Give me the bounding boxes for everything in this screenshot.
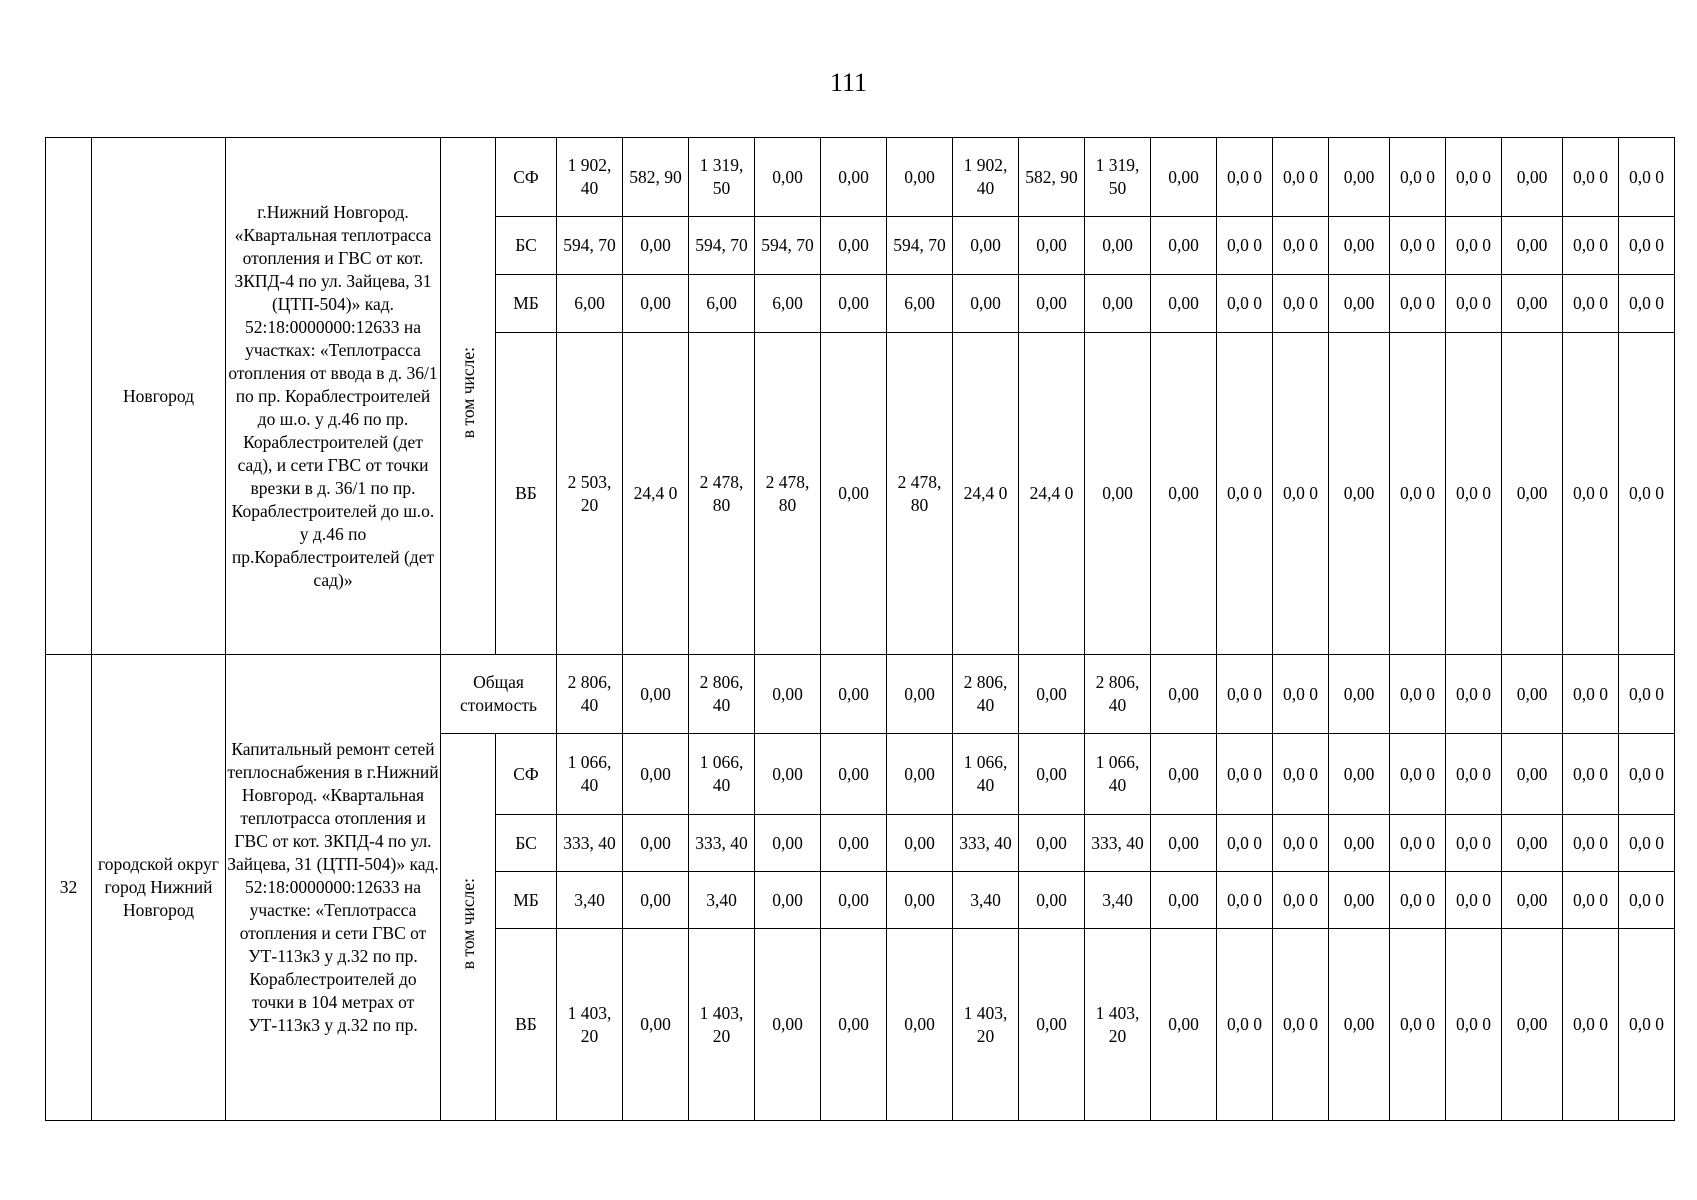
value-cell: 0,0 0 bbox=[1446, 333, 1502, 655]
value-cell: 0,00 bbox=[623, 655, 689, 734]
funding-source-label: ВБ bbox=[496, 929, 557, 1121]
value-cell: 0,0 0 bbox=[1619, 333, 1675, 655]
value-cell: 0,0 0 bbox=[1619, 138, 1675, 217]
value-cell: 0,00 bbox=[1502, 333, 1563, 655]
value-cell: 0,0 0 bbox=[1217, 872, 1273, 929]
funding-source-label: СФ bbox=[496, 138, 557, 217]
value-cell: 0,00 bbox=[755, 734, 821, 815]
table-row bbox=[46, 655, 1675, 734]
funding-source-label: БС bbox=[496, 217, 557, 275]
value-cell: 0,0 0 bbox=[1390, 734, 1446, 815]
value-cell: 0,00 bbox=[755, 929, 821, 1121]
value-cell: 0,00 bbox=[1019, 929, 1085, 1121]
value-cell: 594, 70 bbox=[689, 217, 755, 275]
row-number-cell: 32 bbox=[46, 655, 92, 1121]
value-cell: 0,0 0 bbox=[1563, 655, 1619, 734]
value-cell: 0,0 0 bbox=[1390, 217, 1446, 275]
funding-source-label: МБ bbox=[496, 275, 557, 333]
value-cell: 6,00 bbox=[689, 275, 755, 333]
value-cell: 0,00 bbox=[1329, 655, 1390, 734]
including-label: в том числе: bbox=[457, 347, 478, 439]
value-cell: 0,0 0 bbox=[1273, 275, 1329, 333]
value-cell: 594, 70 bbox=[755, 217, 821, 275]
value-cell: 0,00 bbox=[953, 275, 1019, 333]
value-cell: 1 319, 50 bbox=[1085, 138, 1151, 217]
value-cell: 0,00 bbox=[1151, 217, 1217, 275]
value-cell: 0,0 0 bbox=[1446, 734, 1502, 815]
value-cell: 0,0 0 bbox=[1619, 815, 1675, 872]
value-cell: 0,00 bbox=[887, 734, 953, 815]
value-cell: 0,00 bbox=[1329, 275, 1390, 333]
value-cell: 0,0 0 bbox=[1563, 815, 1619, 872]
value-cell: 2 478, 80 bbox=[755, 333, 821, 655]
value-cell: 0,00 bbox=[1151, 815, 1217, 872]
value-cell: 0,0 0 bbox=[1619, 275, 1675, 333]
value-cell: 0,00 bbox=[1019, 872, 1085, 929]
funding-source-label: МБ bbox=[496, 872, 557, 929]
value-cell: 1 066, 40 bbox=[953, 734, 1019, 815]
total-cost-label: Общая стоимость bbox=[441, 655, 557, 734]
value-cell: 1 403, 20 bbox=[953, 929, 1019, 1121]
value-cell: 0,0 0 bbox=[1273, 333, 1329, 655]
value-cell: 0,00 bbox=[1151, 734, 1217, 815]
value-cell: 0,00 bbox=[623, 217, 689, 275]
value-cell: 0,00 bbox=[623, 815, 689, 872]
value-cell: 0,0 0 bbox=[1217, 138, 1273, 217]
value-cell: 0,0 0 bbox=[1563, 734, 1619, 815]
value-cell: 0,00 bbox=[887, 655, 953, 734]
value-cell: 0,0 0 bbox=[1446, 929, 1502, 1121]
including-label: в том числе: bbox=[457, 878, 478, 970]
value-cell: 0,0 0 bbox=[1619, 734, 1675, 815]
value-cell: 0,00 bbox=[755, 138, 821, 217]
value-cell: 0,00 bbox=[755, 655, 821, 734]
value-cell: 0,00 bbox=[1085, 217, 1151, 275]
value-cell: 1 066, 40 bbox=[1085, 734, 1151, 815]
value-cell: 3,40 bbox=[557, 872, 623, 929]
value-cell: 0,00 bbox=[1329, 217, 1390, 275]
value-cell: 0,00 bbox=[1329, 734, 1390, 815]
value-cell: 0,0 0 bbox=[1273, 929, 1329, 1121]
value-cell: 0,00 bbox=[821, 655, 887, 734]
value-cell: 0,00 bbox=[1085, 275, 1151, 333]
value-cell: 0,00 bbox=[1502, 275, 1563, 333]
value-cell: 0,00 bbox=[821, 217, 887, 275]
value-cell: 0,00 bbox=[1502, 734, 1563, 815]
value-cell: 0,00 bbox=[1329, 929, 1390, 1121]
value-cell: 6,00 bbox=[557, 275, 623, 333]
value-cell: 1 066, 40 bbox=[557, 734, 623, 815]
value-cell: 3,40 bbox=[953, 872, 1019, 929]
municipality-cell: городской округ город Нижний Новгород bbox=[92, 655, 226, 1121]
value-cell: 0,0 0 bbox=[1217, 929, 1273, 1121]
value-cell: 333, 40 bbox=[1085, 815, 1151, 872]
table-row bbox=[46, 138, 1675, 217]
value-cell: 1 066, 40 bbox=[689, 734, 755, 815]
value-cell: 0,00 bbox=[755, 815, 821, 872]
value-cell: 0,0 0 bbox=[1563, 333, 1619, 655]
value-cell: 594, 70 bbox=[887, 217, 953, 275]
value-cell: 0,00 bbox=[1502, 655, 1563, 734]
value-cell: 2 478, 80 bbox=[887, 333, 953, 655]
vertical-label-cell bbox=[441, 138, 496, 655]
value-cell: 0,00 bbox=[821, 815, 887, 872]
value-cell: 0,0 0 bbox=[1273, 217, 1329, 275]
value-cell: 2 806, 40 bbox=[557, 655, 623, 734]
value-cell: 0,0 0 bbox=[1563, 929, 1619, 1121]
value-cell: 0,00 bbox=[1329, 815, 1390, 872]
value-cell: 1 902, 40 bbox=[953, 138, 1019, 217]
value-cell: 0,0 0 bbox=[1446, 815, 1502, 872]
value-cell: 0,0 0 bbox=[1273, 734, 1329, 815]
value-cell: 0,00 bbox=[623, 929, 689, 1121]
value-cell: 0,0 0 bbox=[1217, 275, 1273, 333]
value-cell: 594, 70 bbox=[557, 217, 623, 275]
value-cell: 1 902, 40 bbox=[557, 138, 623, 217]
value-cell: 1 319, 50 bbox=[689, 138, 755, 217]
value-cell: 0,00 bbox=[1019, 275, 1085, 333]
value-cell: 24,4 0 bbox=[623, 333, 689, 655]
vertical-label-cell bbox=[441, 734, 496, 1121]
value-cell: 0,00 bbox=[623, 872, 689, 929]
value-cell: 0,00 bbox=[1019, 217, 1085, 275]
value-cell: 0,00 bbox=[821, 275, 887, 333]
value-cell: 24,4 0 bbox=[1019, 333, 1085, 655]
value-cell: 0,00 bbox=[1151, 929, 1217, 1121]
funding-source-label: БС bbox=[496, 815, 557, 872]
value-cell: 0,00 bbox=[821, 333, 887, 655]
value-cell: 0,00 bbox=[1502, 929, 1563, 1121]
value-cell: 0,0 0 bbox=[1390, 138, 1446, 217]
municipality-cell: Новгород bbox=[92, 138, 226, 655]
value-cell: 6,00 bbox=[755, 275, 821, 333]
value-cell: 0,00 bbox=[1502, 217, 1563, 275]
value-cell: 0,0 0 bbox=[1446, 138, 1502, 217]
value-cell: 0,00 bbox=[1019, 655, 1085, 734]
value-cell: 0,00 bbox=[821, 734, 887, 815]
value-cell: 0,0 0 bbox=[1217, 333, 1273, 655]
value-cell: 2 478, 80 bbox=[689, 333, 755, 655]
value-cell: 6,00 bbox=[887, 275, 953, 333]
value-cell: 0,00 bbox=[1329, 138, 1390, 217]
value-cell: 1 403, 20 bbox=[1085, 929, 1151, 1121]
value-cell: 0,0 0 bbox=[1273, 872, 1329, 929]
value-cell: 0,00 bbox=[1502, 138, 1563, 217]
value-cell: 2 806, 40 bbox=[689, 655, 755, 734]
value-cell: 0,0 0 bbox=[1619, 217, 1675, 275]
value-cell: 0,00 bbox=[887, 929, 953, 1121]
value-cell: 0,00 bbox=[821, 872, 887, 929]
row-number-cell bbox=[46, 138, 92, 655]
funding-source-label: СФ bbox=[496, 734, 557, 815]
value-cell: 0,00 bbox=[1151, 655, 1217, 734]
value-cell: 0,00 bbox=[1019, 734, 1085, 815]
value-cell: 0,00 bbox=[1502, 872, 1563, 929]
value-cell: 582, 90 bbox=[623, 138, 689, 217]
value-cell: 0,00 bbox=[821, 138, 887, 217]
value-cell: 0,00 bbox=[1151, 275, 1217, 333]
value-cell: 333, 40 bbox=[689, 815, 755, 872]
value-cell: 0,0 0 bbox=[1446, 275, 1502, 333]
value-cell: 0,0 0 bbox=[1446, 217, 1502, 275]
value-cell: 582, 90 bbox=[1019, 138, 1085, 217]
value-cell: 0,00 bbox=[623, 275, 689, 333]
value-cell: 3,40 bbox=[689, 872, 755, 929]
description-cell: Капитальный ремонт сетей теплоснабжения в г.Нижний Новгород. «Квартальная теплотрасса отопления и ГВС от кот. ЗКПД-4 по ул. Зайцева, 31 (ЦТП-504)» кад. 52:18:0000000:12633 на участке: «Теплотрасса отопления и сети ГВС от УТ-113к3 у д.32 по пр. Кораблестроителей до точки в 104 метрах от УТ-113к3 у д.32 по пр. bbox=[226, 655, 441, 1121]
value-cell: 0,00 bbox=[1329, 333, 1390, 655]
value-cell: 0,00 bbox=[887, 872, 953, 929]
value-cell: 0,0 0 bbox=[1390, 815, 1446, 872]
value-cell: 2 806, 40 bbox=[953, 655, 1019, 734]
value-cell: 0,00 bbox=[1019, 815, 1085, 872]
value-cell: 0,0 0 bbox=[1217, 217, 1273, 275]
value-cell: 0,0 0 bbox=[1563, 872, 1619, 929]
page-number: 111 bbox=[829, 68, 868, 97]
value-cell: 0,0 0 bbox=[1273, 655, 1329, 734]
value-cell: 1 403, 20 bbox=[557, 929, 623, 1121]
value-cell: 333, 40 bbox=[953, 815, 1019, 872]
value-cell: 0,0 0 bbox=[1217, 815, 1273, 872]
value-cell: 0,0 0 bbox=[1390, 929, 1446, 1121]
value-cell: 0,0 0 bbox=[1619, 929, 1675, 1121]
value-cell: 3,40 bbox=[1085, 872, 1151, 929]
description-cell: г.Нижний Новгород. «Квартальная теплотрасса отопления и ГВС от кот. ЗКПД-4 по ул. Зайцева, 31 (ЦТП-504)» кад. 52:18:0000000:12633 на участках: «Теплотрасса отопления от ввода в д. 36/1 по пр. Кораблестроителей до ш.о. у д.46 по пр. Кораблестроителей (дет сад), и сети ГВС от точки врезки в д. 36/1 по пр. Кораблестроителей до ш.о. у д.46 по пр.Кораблестроителей (дет сад)» bbox=[226, 138, 441, 655]
value-cell: 0,0 0 bbox=[1390, 275, 1446, 333]
value-cell: 0,00 bbox=[953, 217, 1019, 275]
value-cell: 0,0 0 bbox=[1563, 275, 1619, 333]
value-cell: 0,00 bbox=[1502, 815, 1563, 872]
value-cell: 2 806, 40 bbox=[1085, 655, 1151, 734]
budget-table bbox=[45, 137, 1675, 1121]
value-cell: 0,0 0 bbox=[1390, 333, 1446, 655]
value-cell: 0,00 bbox=[887, 138, 953, 217]
value-cell: 0,00 bbox=[755, 872, 821, 929]
value-cell: 0,0 0 bbox=[1273, 815, 1329, 872]
value-cell: 0,0 0 bbox=[1563, 217, 1619, 275]
funding-source-label: ВБ bbox=[496, 333, 557, 655]
value-cell: 0,00 bbox=[1151, 333, 1217, 655]
value-cell: 0,00 bbox=[821, 929, 887, 1121]
value-cell: 333, 40 bbox=[557, 815, 623, 872]
value-cell: 0,00 bbox=[623, 734, 689, 815]
value-cell: 0,0 0 bbox=[1446, 872, 1502, 929]
value-cell: 2 503, 20 bbox=[557, 333, 623, 655]
value-cell: 0,0 0 bbox=[1273, 138, 1329, 217]
value-cell: 1 403, 20 bbox=[689, 929, 755, 1121]
value-cell: 0,00 bbox=[1151, 872, 1217, 929]
value-cell: 0,0 0 bbox=[1619, 872, 1675, 929]
value-cell: 0,0 0 bbox=[1390, 655, 1446, 734]
value-cell: 0,0 0 bbox=[1563, 138, 1619, 217]
value-cell: 0,0 0 bbox=[1619, 655, 1675, 734]
value-cell: 24,4 0 bbox=[953, 333, 1019, 655]
value-cell: 0,00 bbox=[887, 815, 953, 872]
value-cell: 0,0 0 bbox=[1217, 734, 1273, 815]
value-cell: 0,0 0 bbox=[1446, 655, 1502, 734]
value-cell: 0,0 0 bbox=[1217, 655, 1273, 734]
value-cell: 0,00 bbox=[1329, 872, 1390, 929]
value-cell: 0,0 0 bbox=[1390, 872, 1446, 929]
value-cell: 0,00 bbox=[1151, 138, 1217, 217]
value-cell: 0,00 bbox=[1085, 333, 1151, 655]
